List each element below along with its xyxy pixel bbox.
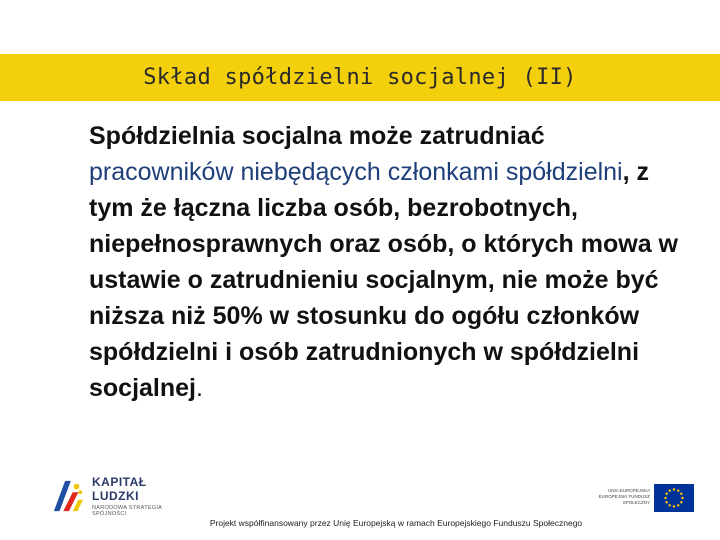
eu-star <box>680 493 682 495</box>
footer-logos <box>0 470 720 540</box>
kapital-ludzki-logo <box>52 476 192 516</box>
eu-text: UNIA EUROPEJSKA EUROPEJSKI FUNDUSZ SPOŁECZNY <box>598 488 650 505</box>
eu-star <box>677 489 679 491</box>
logo-subtitle: NARODOWA STRATEGIA SPÓJNOŚCI <box>92 505 162 517</box>
eu-star <box>677 504 679 506</box>
body-text-part3: , z tym że łączna liczba osób, bezrobotnych, niepełnosprawnych oraz osób, o których mowa w ustawie o zatrudnieniu socjalnym, nie może być niższa niż 50% w stosunku do ogółu członków spółdzielni i osób zatrudnionych w spółdzielni socjalnej <box>89 158 679 402</box>
eu-star <box>681 497 683 499</box>
title-bar <box>0 54 720 101</box>
eu-star <box>665 493 667 495</box>
eu-star <box>664 497 666 499</box>
footer-note: Projekt współfinansowany przez Unię Europejską w ramach Europejskiego Funduszu Społecznego <box>209 518 583 528</box>
slide-title: Skład spółdzielni socjalnej (II) <box>143 65 577 90</box>
body-text-period: . <box>196 374 203 402</box>
eu-flag-icon <box>654 484 694 512</box>
eu-star <box>669 489 671 491</box>
eu-star <box>673 488 675 490</box>
slide-body <box>89 118 689 406</box>
kapital-ludzki-logo-icon <box>52 478 84 514</box>
eu-logo <box>598 484 698 514</box>
eu-star <box>680 501 682 503</box>
body-text-highlight: pracowników niebędących członkami spółdzielni <box>89 158 623 186</box>
eu-star <box>669 504 671 506</box>
body-text-part1: Spółdzielnia socjalna może zatrudniać <box>89 122 545 150</box>
eu-star <box>665 501 667 503</box>
eu-star <box>673 505 675 507</box>
logo-name: KAPITAŁ LUDZKI <box>92 475 147 503</box>
